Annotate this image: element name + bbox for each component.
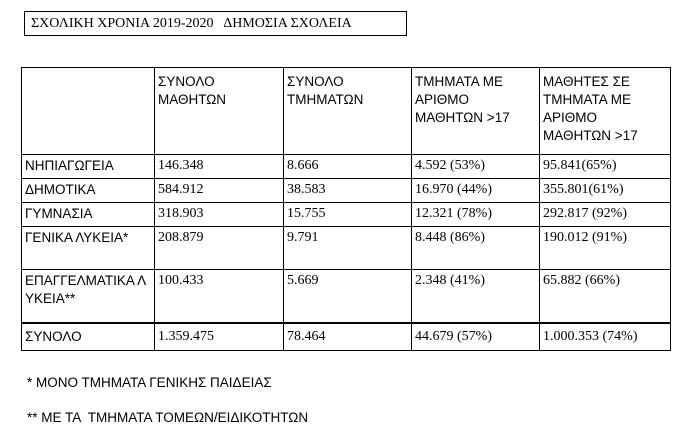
cell-classes-over-17: 2.348 (41%) (412, 270, 540, 324)
table-row (22, 227, 671, 270)
cell-classes-over-17: 4.592 (53%) (412, 155, 540, 179)
cell-classes-over-17: 8.448 (86%) (412, 227, 540, 270)
document-title: ΣΧΟΛΙΚΗ ΧΡΟΝΙΑ 2019-2020 ΔΗΜΟΣΙΑ ΣΧΟΛΕΙΑ (24, 11, 407, 36)
header-total-students: ΣΥΝΟΛΟ ΜΑΘΗΤΩΝ (155, 68, 284, 155)
cell-students-over-17: 190.012 (91%) (540, 227, 671, 270)
total-label: ΣΥΝΟΛΟ (22, 323, 155, 351)
cell-total-students: 208.879 (155, 227, 284, 270)
cell-total-classes: 8.666 (284, 155, 412, 179)
total-classes: 78.464 (284, 323, 412, 351)
cell-total-students: 318.903 (155, 203, 284, 227)
cell-total-classes: 9.791 (284, 227, 412, 270)
cell-total-students: 146.348 (155, 155, 284, 179)
cell-classes-over-17: 12.321 (78%) (412, 203, 540, 227)
cell-total-classes: 5.669 (284, 270, 412, 324)
cell-students-over-17: 65.882 (66%) (540, 270, 671, 324)
cell-total-classes: 38.583 (284, 179, 412, 203)
footnote-general-education: * ΜΟΝΟ ΤΜΗΜΑΤΑ ΓΕΝΙΚΗΣ ΠΑΙΔΕΙΑΣ (27, 375, 272, 390)
table-row (22, 155, 671, 179)
cell-students-over-17: 95.841(65%) (540, 155, 671, 179)
table-row (22, 203, 671, 227)
cell-students-over-17: 292.817 (92%) (540, 203, 671, 227)
table-total-row (22, 323, 671, 351)
row-label: ΔΗΜΟΤΙΚΑ (22, 179, 155, 203)
cell-total-students: 584.912 (155, 179, 284, 203)
header-students-in-classes-over-17: ΜΑΘΗΤΕΣ ΣΕ ΤΜΗΜΑΤΑ ΜΕ ΑΡΙΘΜΟ ΜΑΘΗΤΩΝ >17 (540, 68, 671, 155)
row-label: ΓΕΝΙΚΑ ΛΥΚΕΙΑ* (22, 227, 155, 270)
row-label: ΕΠΑΓΓΕΛΜΑΤΙΚΑ ΛΥΚΕΙΑ** (22, 270, 155, 324)
row-label: ΓΥΜΝΑΣΙΑ (22, 203, 155, 227)
school-statistics-table (21, 67, 671, 351)
cell-total-classes: 15.755 (284, 203, 412, 227)
cell-total-students: 100.433 (155, 270, 284, 324)
total-students: 1.359.475 (155, 323, 284, 351)
row-label: ΝΗΠΙΑΓΩΓΕΙΑ (22, 155, 155, 179)
total-classes-over-17: 44.679 (57%) (412, 323, 540, 351)
header-cell-empty (22, 68, 155, 155)
table-row (22, 270, 671, 324)
table-header-row (22, 68, 671, 155)
cell-students-over-17: 355.801(61%) (540, 179, 671, 203)
footnote-vocational-sectors: ** ΜΕ ΤΑ ΤΜΗΜΑΤΑ ΤΟΜΕΩΝ/ΕΙΔΙΚΟΤΗΤΩΝ (27, 410, 309, 425)
table-row (22, 179, 671, 203)
header-classes-over-17: ΤΜΗΜΑΤΑ ΜΕ ΑΡΙΘΜΟ ΜΑΘΗΤΩΝ >17 (412, 68, 540, 155)
header-total-classes: ΣΥΝΟΛΟ ΤΜΗΜΑΤΩΝ (284, 68, 412, 155)
cell-classes-over-17: 16.970 (44%) (412, 179, 540, 203)
total-students-over-17: 1.000.353 (74%) (540, 323, 671, 351)
